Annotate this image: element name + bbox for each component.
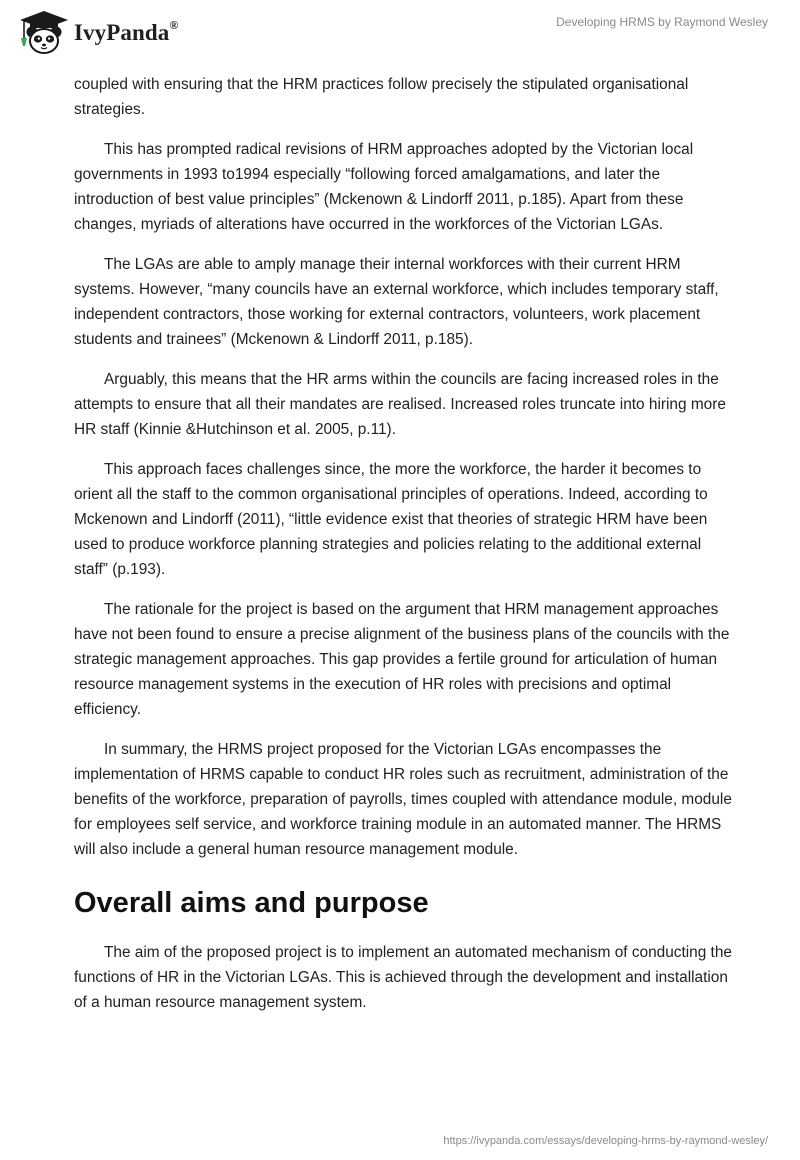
paragraph: This has prompted radical revisions of HRM approaches adopted by the Victorian local governments in 1993 to1994 especially “following forced amalgamations, and later the introduction of best value principles” (Mckenown & Lindorff 2011, p.185). Apart from these changes, myriads of alterations have occurred in the workforces of the Victorian LGAs. <box>74 141 694 233</box>
paragraph: The rationale for the project is based on the argument that HRM management approaches have not been found to ensure a precise alignment of the business plans of the councils with the strategic management approaches. This gap provides a fertile ground for articulation of human resource management systems in the execution of HR roles with precisions and optimal efficiency. <box>74 601 730 718</box>
article-body <box>74 72 734 1030</box>
logo[interactable] <box>14 8 178 56</box>
paragraph: Arguably, this means that the HR arms within the councils are facing increased roles in the attempts to ensure that all their mandates are realised. Increased roles truncate into hiring more HR staff (Kinnie &Hutchinson et al. 2005, p.11). <box>74 371 726 438</box>
paragraph: In summary, the HRMS project proposed for the Victorian LGAs encompasses the implementation of HRMS capable to conduct HR roles such as recruitment, administration of the benefits of the workforce, preparation of payrolls, times coupled with attendance module, module for employees self service, and workforce training module in an automated manner. The HRMS will also include a general human resource management module. <box>74 741 732 858</box>
paragraph: This approach faces challenges since, the more the workforce, the harder it becomes to orient all the staff to the common organisational principles of operations. Indeed, according to Mckenown and Lindorff (2011), “little evidence exist that theories of strategic HRM have been used to produce workforce planning strategies and policies relating to the additional external staff” (p.193). <box>74 461 708 578</box>
paragraph: coupled with ensuring that the HRM practices follow precisely the stipulated organisational strategies. <box>74 76 689 118</box>
document-title: Developing HRMS by Raymond Wesley <box>556 15 768 29</box>
source-url[interactable]: https://ivypanda.com/essays/developing-hrms-by-raymond-wesley/ <box>443 1135 768 1147</box>
section-heading: Overall aims and purpose <box>74 887 429 919</box>
panda-graduate-icon <box>14 8 70 56</box>
paragraph: The LGAs are able to amply manage their internal workforces with their current HRM systems. However, “many councils have an external workforce, which includes temporary staff, independent contractors, those working for external contractors, volunteers, work placement students and trainees” (Mckenown & Lindorff 2011, p.185). <box>74 256 719 348</box>
brand-name: IvyPanda® <box>74 18 179 45</box>
page-header <box>0 0 800 70</box>
paragraph: The aim of the proposed project is to implement an automated mechanism of conducting the functions of HR in the Victorian LGAs. This is achieved through the development and installation of a human resource management system. <box>74 944 732 1011</box>
